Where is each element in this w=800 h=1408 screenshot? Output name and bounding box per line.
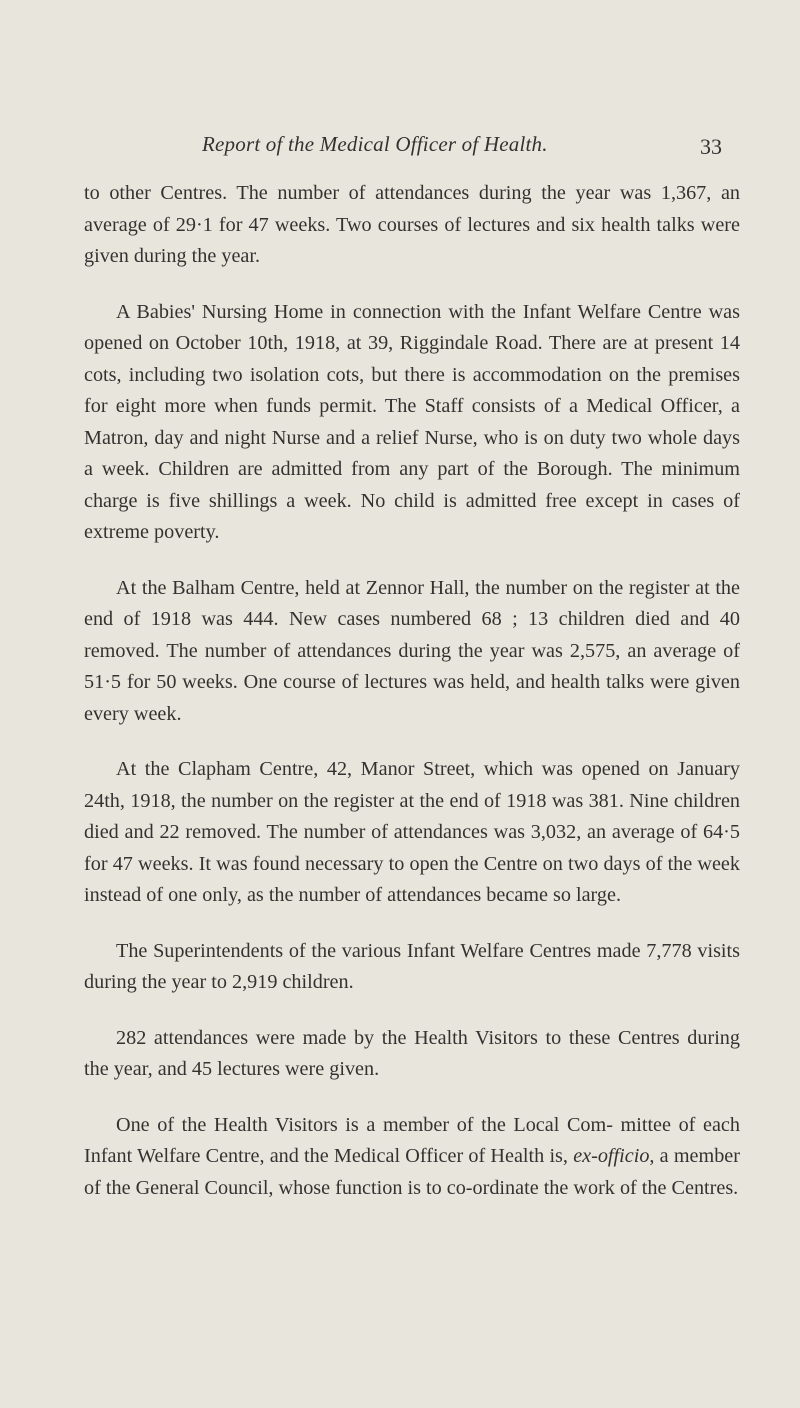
running-title: Report of the Medical Officer of Health. [202, 132, 548, 156]
paragraph-babies-nursing-home: A Babies' Nursing Home in connection with the Infant Welfare Centre was opened on October 10th, 1918, at 39, Riggindale Road. There are at present 14 cots, including two isolation cots, but there is accommodation on the premises for eight more when funds permit. The Staff consists of a Medical Officer, a Matron, day and night Nurse and a relief Nurse, who is on duty two whole days a week. Children are admitted from any part of the Borough. The minimum charge is five shillings a week. No child is admitted free except in cases of extreme poverty. [84, 300, 740, 543]
paragraph-health-visitors-attendances: 282 attendances were made by the Health Visitors to these Centres during the year, and 45 lectures were given. [84, 1026, 740, 1080]
paragraph-balham-centre: At the Balham Centre, held at Zennor Hall, the number on the register at the end of 1918 was 444. New cases numbered 68 ; 13 children died and 40 removed. The number of attendances during the year was 2,575, an average of 51·5 for 50 weeks. One course of lectures was held, and health talks were given every week. [84, 576, 740, 725]
paragraph-clapham-centre: At the Clapham Centre, 42, Manor Street, which was opened on January 24th, 1918, the number on the register at the end of 1918 was 381. Nine children died and 22 removed. The number of attendances was 3,032, an average of 64·5 for 47 weeks. It was found necessary to open the Centre on two days of the week instead of one only, as the number of attendances became so large. [84, 758, 740, 906]
paragraph-local-committee-start: One of the Health Visitors is a member of the Local Com- mittee of each Infant Welfare Centre, and the Medical Officer of Health is, [84, 1113, 740, 1167]
body-text [84, 178, 740, 1204]
ex-officio-phrase: ex-officio [573, 1145, 650, 1167]
running-header [0, 128, 800, 162]
page-number: 33 [700, 134, 722, 159]
paragraph-local-committee [84, 1110, 740, 1205]
paragraph-superintendents: The Superintendents of the various Infant Welfare Centres made 7,778 visits during the year to 2,919 children. [84, 939, 740, 993]
paragraph-local-committee-end: , a member of the General Council, whose function is to co-ordinate the work of the Centres. [84, 1145, 740, 1199]
paragraph-continuation: to other Centres. The number of attendances during the year was 1,367, an average of 29·1 for 47 weeks. Two courses of lectures and six health talks were given during the year. [84, 182, 740, 267]
